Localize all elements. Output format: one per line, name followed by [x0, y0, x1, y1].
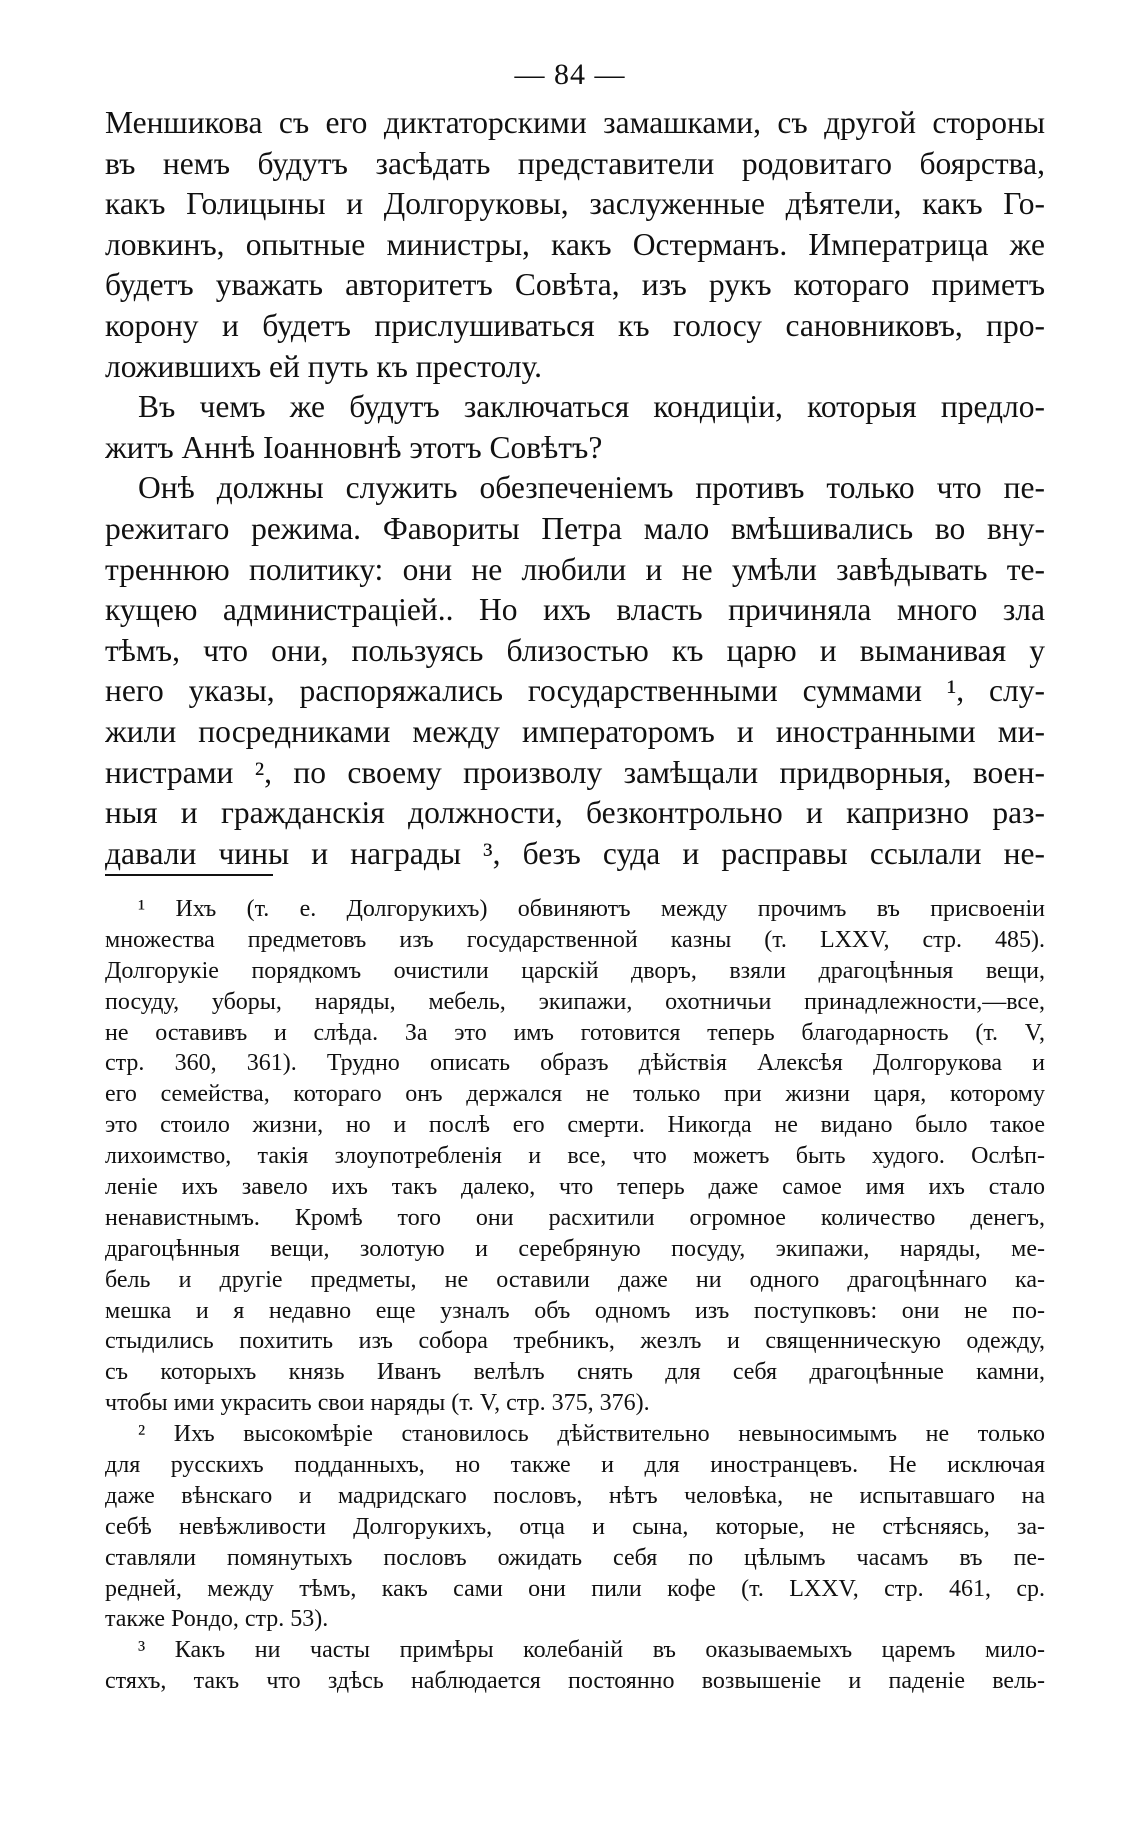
footnote-line: лихоимство, такія злоупотребленія и все, что можетъ быть худого. Ослѣп-: [105, 1143, 1045, 1170]
footnote-line: бель и другіе предметы, не оставили даже ни одного драгоцѣннаго ка-: [105, 1266, 1045, 1293]
footnote-line: множества предметовъ изъ государственной казны (т. LXXV, стр. 485).: [105, 926, 1045, 953]
text-line: тѣмъ, что они, пользуясь близостью къ царю и выманивая у: [105, 632, 1045, 668]
footnote-divider: [105, 874, 273, 876]
footnote-line: стыдились похитить изъ собора требникъ, жезлъ и священническую одежду,: [105, 1328, 1045, 1355]
text-line: жили посредниками между императоромъ и иностранными ми-: [105, 713, 1045, 749]
footnote-line: ненавистнымъ. Кромѣ того они расхитили огромное количество денегъ,: [105, 1204, 1045, 1231]
text-line: Меншикова съ его диктаторскими замашками, съ другой стороны: [105, 105, 1045, 140]
footnote-line: посуду, уборы, наряды, мебель, экипажи, охотничьи принадлежности,—все,: [105, 988, 1045, 1015]
footnote-line: ставляли помянутыхъ пословъ ожидать себя по цѣлымъ часамъ въ пе-: [105, 1544, 1045, 1571]
text-line: нистрами ², по своему произволу замѣщали придворныя, воен-: [105, 754, 1045, 790]
footnote-line: драгоцѣнныя вещи, золотую и серебряную посуду, экипажи, наряды, ме-: [105, 1235, 1045, 1262]
footnote-line: также Рондо, стр. 53).: [105, 1606, 329, 1633]
text-line: какъ Голицыны и Долгоруковы, заслуженные дѣятели, какъ Го-: [105, 186, 1045, 222]
footnote-line: мешка и я недавно еще узналъ объ одномъ изъ поступковъ: они не по-: [105, 1297, 1045, 1324]
footnote-line: ² Ихъ высокомѣріе становилось дѣйствительно невыносимымъ не только: [138, 1421, 1045, 1448]
text-line: будетъ уважать авторитетъ Совѣта, изъ рукъ котораго приметъ: [105, 267, 1045, 303]
footnote-line: не оставивъ и слѣда. За это имъ готовится теперь благодарность (т. V,: [105, 1019, 1045, 1046]
text-line: корону и будетъ прислушиваться къ голосу сановниковъ, про-: [105, 307, 1045, 343]
footnote-line: для русскихъ подданныхъ, но также и для иностранцевъ. Не исключая: [105, 1452, 1045, 1479]
text-line: Онѣ должны служить обезпеченіемъ противъ только что пе-: [138, 470, 1045, 506]
footnote-line: ¹ Ихъ (т. е. Долгорукихъ) обвиняютъ между прочимъ въ присвоеніи: [138, 896, 1045, 922]
footnote-line: Долгорукіе порядкомъ очистили царскій дворъ, взяли драгоцѣнныя вещи,: [105, 957, 1045, 984]
text-line: въ немъ будутъ засѣдать представители родовитаго боярства,: [105, 145, 1045, 181]
footnote-line: стр. 360, 361). Трудно описать образъ дѣйствія Алексѣя Долгорукова и: [105, 1050, 1045, 1077]
text-line: ловкинъ, опытные министры, какъ Остерманъ. Императрица же: [105, 226, 1045, 262]
footnote-line: леніе ихъ завело ихъ такъ далеко, что теперь даже самое имя ихъ стало: [105, 1174, 1045, 1201]
text-line: треннюю политику: они не любили и не умѣли завѣдывать те-: [105, 551, 1045, 587]
text-line: ныя и гражданскія должности, безконтрольно и капризно раз-: [105, 795, 1045, 831]
footnote-line: это стоило жизни, но и послѣ его смерти. Никогда не видано было такое: [105, 1112, 1045, 1139]
text-line: ложившихъ ей путь къ престолу.: [105, 348, 543, 384]
text-line: режитаго режима. Фавориты Петра мало вмѣшивались во вну-: [105, 510, 1045, 546]
footnote-line: стяхъ, такъ что здѣсь наблюдается постоянно возвышеніе и паденіе вель-: [105, 1668, 1045, 1695]
text-line: Въ чемъ же будутъ заключаться кондиціи, которыя предло-: [138, 389, 1045, 425]
footnote-line: чтобы ими украсить свои наряды (т. V, стр. 375, 376).: [105, 1390, 650, 1417]
footnote-line: себѣ невѣжливости Долгорукихъ, отца и сына, которые, не стѣсняясь, за-: [105, 1513, 1045, 1540]
footnote-line: даже вѣнскаго и мадридскаго пословъ, нѣтъ человѣка, не испытавшаго на: [105, 1482, 1045, 1509]
page-number: — 84 —: [514, 58, 626, 91]
text-line: житъ Аннѣ Іоанновнѣ этотъ Совѣтъ?: [105, 429, 603, 465]
footnote-line: ³ Какъ ни часты примѣры колебаній въ оказываемыхъ царемъ мило-: [138, 1637, 1045, 1664]
footnote-line: его семейства, котораго онъ держался не только при жизни царя, которому: [105, 1081, 1045, 1108]
text-line: давали чины и награды ³, безъ суда и расправы ссылали не-: [105, 835, 1045, 871]
text-line: кущею администраціей.. Но ихъ власть причиняла много зла: [105, 592, 1045, 628]
footnote-line: съ которыхъ князь Иванъ велѣлъ снять для себя драгоцѣнные камни,: [105, 1359, 1045, 1386]
footnotes: [105, 894, 1045, 1697]
text-line: него указы, распоряжались государственными суммами ¹, слу-: [105, 673, 1045, 709]
main-text: [105, 103, 1045, 874]
footnote-line: редней, между тѣмъ, какъ сами они пили кофе (т. LXXV, стр. 461, ср.: [105, 1575, 1045, 1602]
